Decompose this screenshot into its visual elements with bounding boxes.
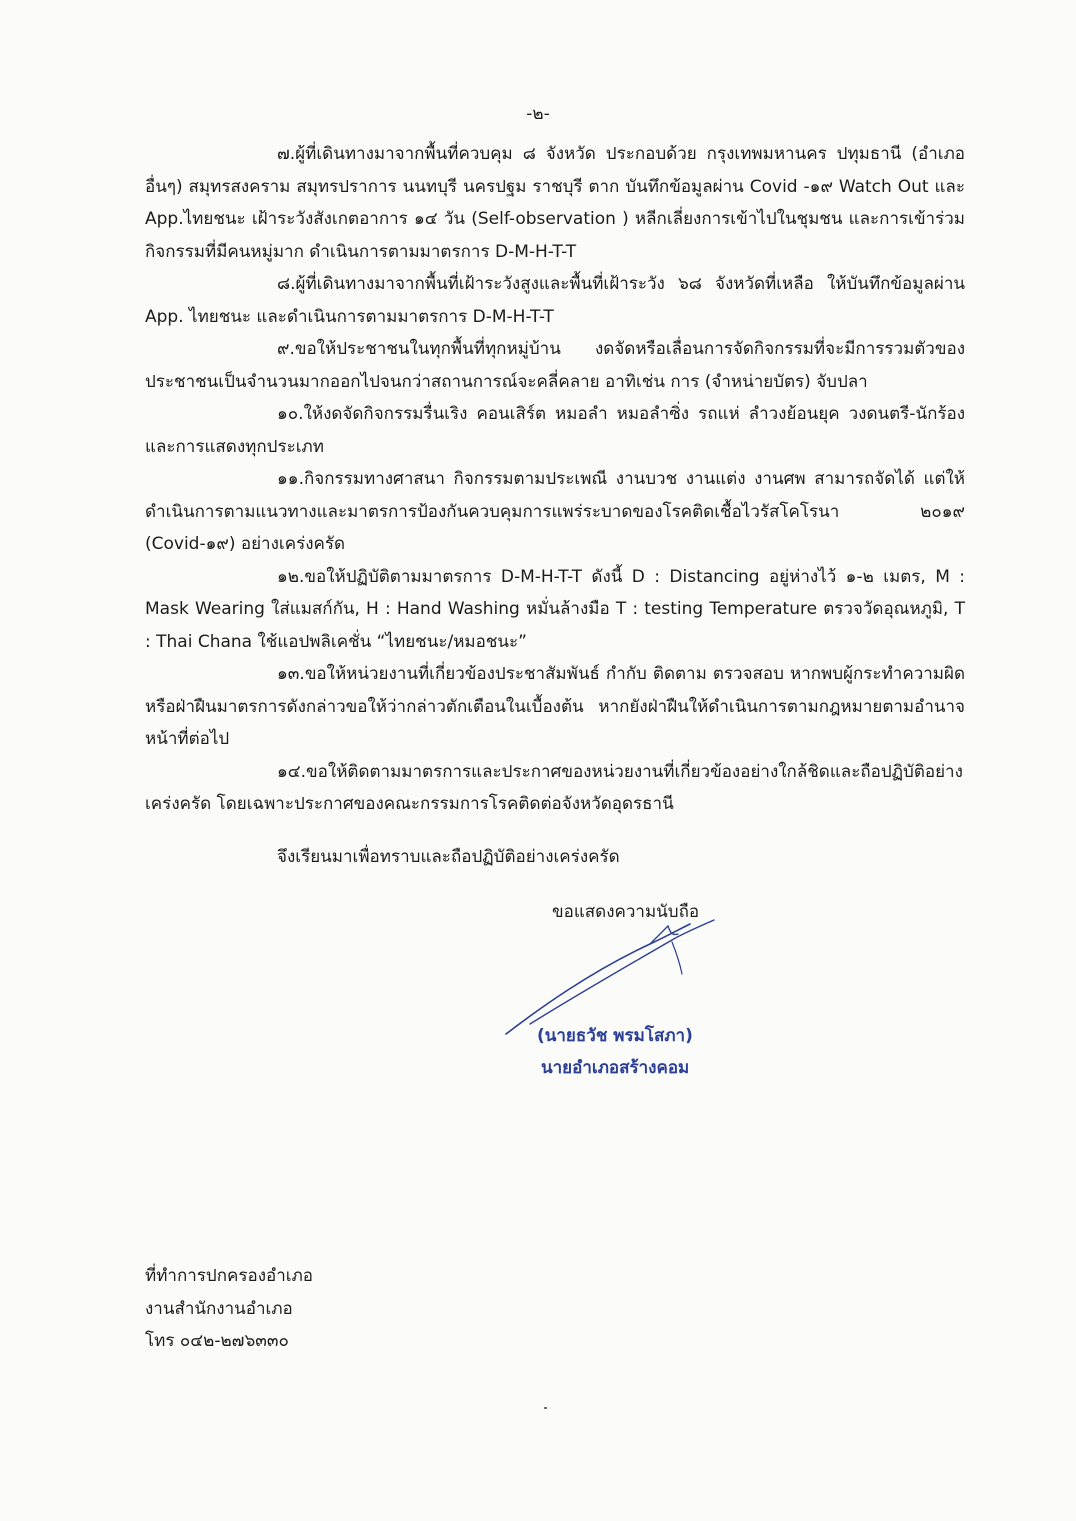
document-body (145, 138, 965, 821)
paragraph-item-11: ๑๑.กิจกรรมทางศาสนา กิจกรรมตามประเพณี งานบวช งานแต่ง งานศพ สามารถจัดได้ แต่ให้ดำเนินการตามแนวทางและมาตรการป้องกันควบคุมการแพร่ระบาดของโรคติดเชื้อไวรัสโคโรนา ๒๐๑๙ (Covid-๑๙) อย่างเคร่งครัด (145, 469, 965, 554)
office-department: งานสำนักงานอำเภอ (145, 1298, 293, 1319)
paragraph-item-8: ๘.ผู้ที่เดินทางมาจากพื้นที่เฝ้าระวังสูงและพื้นที่เฝ้าระวัง ๖๘ จังหวัดที่เหลือ ให้บันทึกข้อมูลผ่าน App. ไทยชนะ และดำเนินการตามมาตรการ D-M-H-T-T (145, 274, 965, 327)
paragraph-item-13: ๑๓.ขอให้หน่วยงานที่เกี่ยวข้องประชาสัมพันธ์ กำกับ ติดตาม ตรวจสอบ หากพบผู้กระทำความผิดหรือฝ่าฝืนมาตรการดังกล่าวขอให้ว่ากล่าวตักเตือนในเบื้องต้น หากยังฝ่าฝืนให้ดำเนินการตามกฎหมายตามอำนาจหน้าที่ต่อไป (145, 664, 965, 749)
paragraph-item-9: ๙.ขอให้ประชาชนในทุกพื้นที่ทุกหมู่บ้าน งดจัดหรือเลื่อนการจัดกิจกรรมที่จะมีการรวมตัวของประชาชนเป็นจำนวนมากออกไปจนกว่าสถานการณ์จะคลี่คลาย อาทิเช่น การ (จำหน่ายบัตร) จับปลา (145, 339, 965, 392)
closing-statement: จึงเรียนมาเพื่อทราบและถือปฏิบัติอย่างเคร่งครัด (277, 847, 620, 867)
paragraph-item-7: ๗.ผู้ที่เดินทางมาจากพื้นที่ควบคุม ๘ จังหวัด ประกอบด้วย กรุงเทพมหานคร ปทุมธานี (อำเภออื่นๆ) สมุทรสงคราม สมุทรปราการ นนทบุรี นครปฐม ราชบุรี ตาก บันทึกข้อมูลผ่าน Covid -๑๙ Watch Out และ App.ไทยชนะ เฝ้าระวังสังเกตอาการ ๑๔ วัน (Self-observation ) หลีกเลี่ยงการเข้าไปในชุมชน และการเข้าร่วมกิจกรรมที่มีคนหมู่มาก ดำเนินการตามมาตรการ D-M-H-T-T (145, 144, 965, 262)
office-name: ที่ทำการปกครองอำเภอ (145, 1266, 314, 1286)
signer-name: (นายธวัช พรมโสภา) (537, 1026, 693, 1046)
paragraph-item-12: ๑๒.ขอให้ปฏิบัติตามมาตรการ D-M-H-T-T ดังนี้ D : Distancing อยู่ห่างไว้ ๑-๒ เมตร, M : Mask Wearing ใส่แมสก์กัน, H : Hand Washing หมั่นล้างมือ T : testing Temperature ตรวจวัดอุณหภูมิ, T : Thai Chana ใช้แอปพลิเคชั่น “ไทยชนะ/หมอชนะ” (145, 566, 965, 652)
office-phone: โทร ๐๔๒-๒๗๖๓๓๐ (145, 1331, 289, 1351)
paragraph-item-10: ๑๐.ให้งดจัดกิจกรรมรื่นเริง คอนเสิร์ต หมอลำ หมอลำซิ่ง รถแห่ ลำวงย้อนยุค วงดนตรี-นักร้อง และการแสดงทุกประเภท (145, 404, 965, 457)
paragraph-item-14: ๑๔.ขอให้ติดตามมาตรการและประกาศของหน่วยงานที่เกี่ยวข้องอย่างใกล้ชิดและถือปฏิบัติอย่างเคร่งครัด โดยเฉพาะประกาศของคณะกรรมการโรคติดต่อจังหวัดอุดรธานี (145, 761, 963, 814)
page-number: -๒- (526, 104, 550, 124)
signer-title: นายอำเภอสร้างคอม (541, 1058, 690, 1078)
regards-line: ขอแสดงความนับถือ (552, 902, 700, 922)
scan-speck (544, 1407, 547, 1409)
office-info (145, 1260, 313, 1358)
